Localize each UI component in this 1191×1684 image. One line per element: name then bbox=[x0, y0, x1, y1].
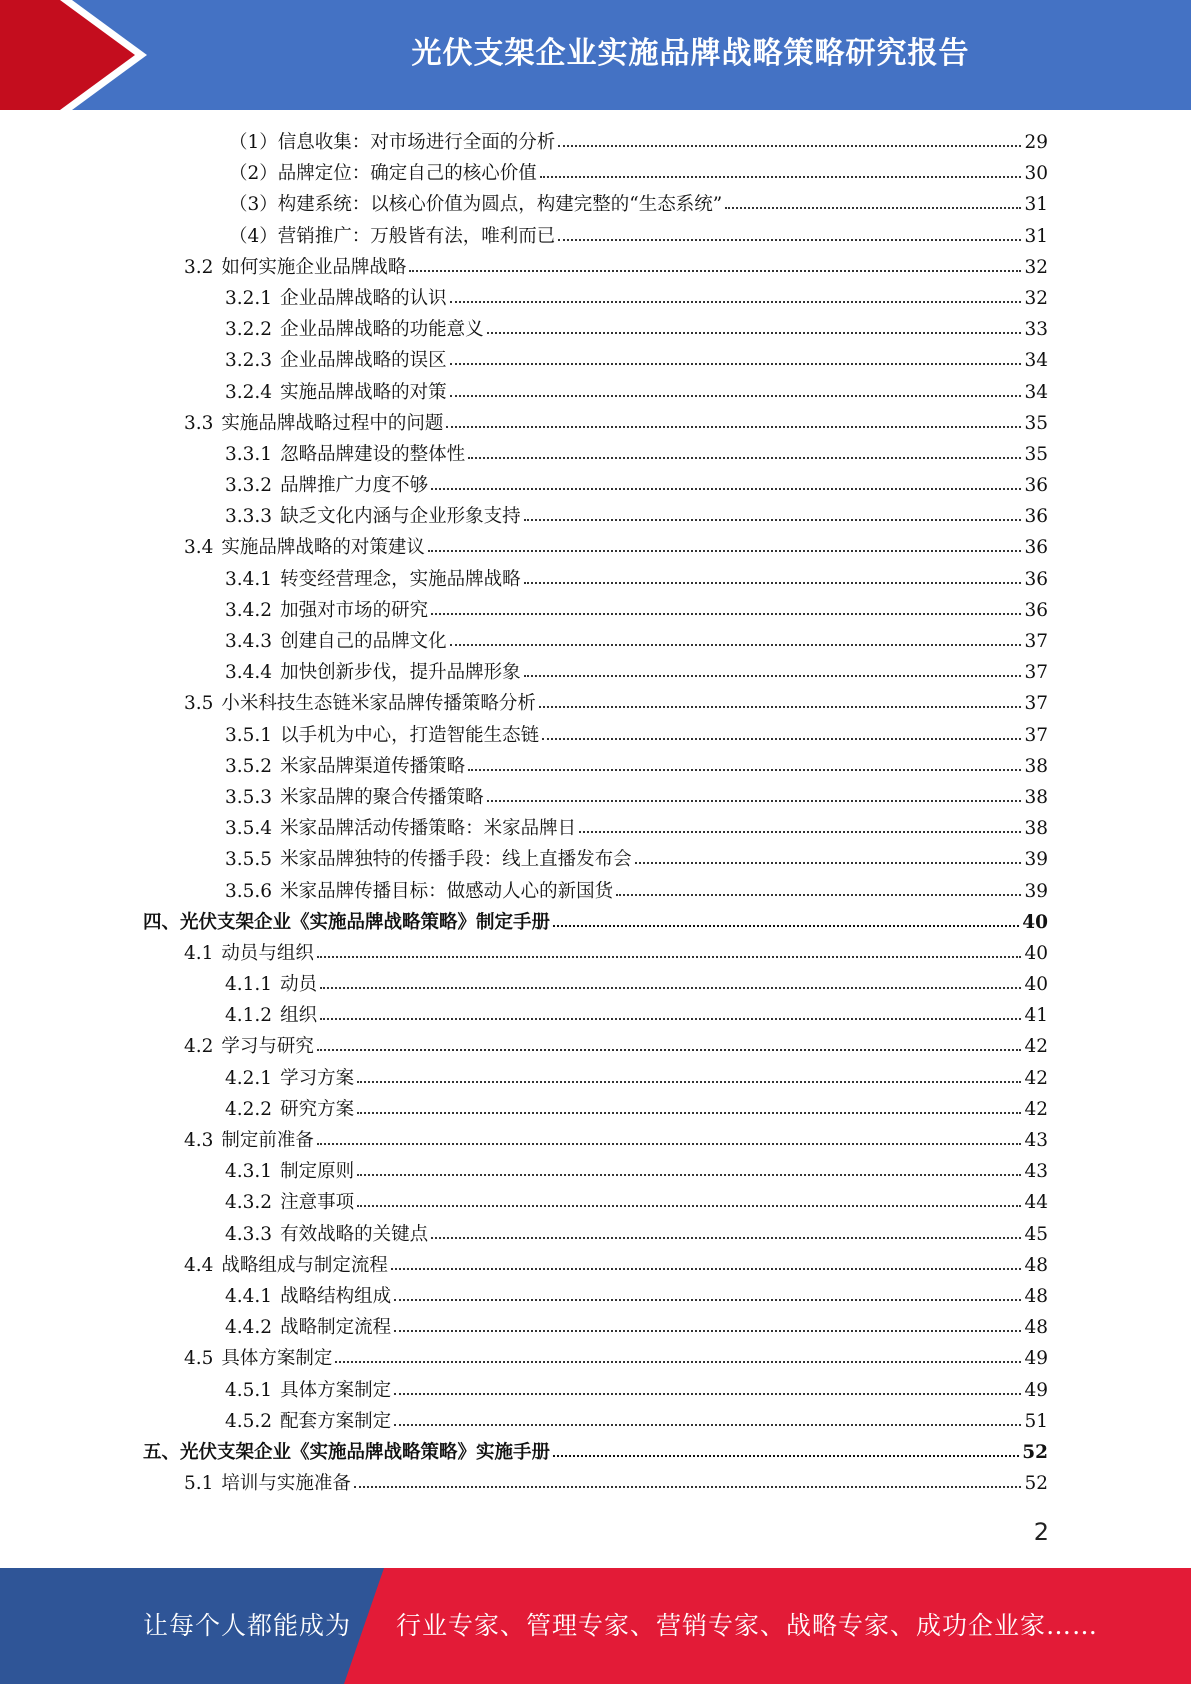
footer-slogan-right: 行业专家、管理专家、营销专家、战略专家、成功企业家…… bbox=[396, 1611, 1099, 1640]
toc-entry[interactable] bbox=[0, 1343, 1191, 1374]
toc-entry-title: （3）构建系统：以核心价值为圆点，构建完整的“生态系统” bbox=[229, 194, 723, 216]
toc-entry[interactable] bbox=[0, 345, 1191, 376]
toc-dot-leader bbox=[394, 1423, 1021, 1426]
toc-dot-leader bbox=[487, 799, 1022, 802]
toc-entry-number: 3.5.2 bbox=[225, 755, 273, 777]
toc-entry-title: （2）品牌定位：确定自己的核心价值 bbox=[229, 163, 537, 185]
toc-dot-leader bbox=[725, 206, 1021, 209]
toc-entry-page: 36 bbox=[1024, 537, 1048, 559]
toc-entry-title: 动员与组织 bbox=[221, 942, 314, 964]
toc-entry-title: 实施品牌战略的对策建议 bbox=[221, 537, 425, 559]
toc-dot-leader bbox=[394, 1329, 1021, 1332]
toc-entry-title: 组织 bbox=[280, 1005, 318, 1027]
toc-entry-number: 4.3 bbox=[184, 1130, 214, 1151]
toc-entry-title: 研究方案 bbox=[280, 1098, 355, 1120]
toc-dot-leader bbox=[391, 1267, 1022, 1270]
toc-entry-title: 企业品牌战略的功能意义 bbox=[280, 319, 484, 341]
toc-entry-title: 有效战略的关键点 bbox=[280, 1223, 429, 1245]
toc-entry-number: 4.3.1 bbox=[225, 1161, 273, 1183]
toc-entry-page: 42 bbox=[1024, 1098, 1048, 1120]
toc-entry-page: 41 bbox=[1024, 1005, 1048, 1027]
toc-dot-leader bbox=[320, 986, 1021, 989]
toc-entry[interactable] bbox=[0, 377, 1191, 408]
toc-entry-number: 3.2.4 bbox=[225, 381, 273, 403]
toc-entry[interactable] bbox=[0, 1125, 1191, 1156]
toc-entry-page: 43 bbox=[1024, 1161, 1048, 1183]
toc-dot-leader bbox=[450, 643, 1022, 646]
toc-dot-leader bbox=[540, 175, 1022, 178]
toc-entry[interactable] bbox=[0, 470, 1191, 501]
toc-entry[interactable] bbox=[0, 314, 1191, 345]
toc-entry-title: 战略结构组成 bbox=[280, 1285, 392, 1307]
toc-dot-leader bbox=[635, 861, 1022, 864]
document-title: 光伏支架企业实施品牌战略策略研究报告 bbox=[411, 36, 970, 71]
toc-entry[interactable] bbox=[0, 439, 1191, 470]
header-arrow-icon bbox=[0, 0, 160, 110]
toc-entry-number: 3.2.2 bbox=[225, 319, 273, 341]
toc-dot-leader bbox=[357, 1173, 1021, 1176]
toc-entry-number: 4.5.2 bbox=[225, 1410, 273, 1432]
toc-entry-title: 动员 bbox=[280, 974, 318, 996]
toc-entry-number: 3.2.3 bbox=[225, 350, 273, 372]
toc-entry-page: 48 bbox=[1024, 1317, 1048, 1339]
toc-entry-title: 注意事项 bbox=[280, 1192, 355, 1214]
toc-entry-page: 31 bbox=[1024, 194, 1048, 216]
toc-entry-number: 3.5.6 bbox=[225, 880, 273, 902]
toc-entry[interactable] bbox=[0, 969, 1191, 1000]
toc-entry[interactable] bbox=[0, 1219, 1191, 1250]
toc-entry-title: 四、光伏支架企业《实施品牌战略策略》制定手册 bbox=[143, 911, 551, 933]
toc-entry-title: 学习方案 bbox=[280, 1067, 355, 1089]
toc-dot-leader bbox=[357, 1111, 1021, 1114]
footer-banner bbox=[0, 1568, 1191, 1684]
toc-entry[interactable] bbox=[0, 1187, 1191, 1218]
toc-dot-leader bbox=[320, 1017, 1021, 1020]
toc-entry-title: 实施品牌战略过程中的问题 bbox=[221, 412, 444, 434]
toc-dot-leader bbox=[468, 456, 1021, 459]
toc-entry-number: 4.4 bbox=[184, 1254, 214, 1276]
toc-entry-page: 52 bbox=[1022, 1441, 1048, 1463]
toc-entry-title: 企业品牌战略的误区 bbox=[280, 350, 447, 372]
toc-entry-title: 学习与研究 bbox=[221, 1036, 314, 1058]
toc-entry-page: 42 bbox=[1024, 1036, 1048, 1058]
toc-entry-page: 36 bbox=[1024, 506, 1048, 528]
toc-entry-page: 37 bbox=[1024, 724, 1048, 746]
toc-dot-leader bbox=[317, 1142, 1022, 1145]
toc-entry-number: 4.4.2 bbox=[225, 1317, 273, 1339]
toc-entry-number: 3.4.1 bbox=[225, 568, 273, 590]
toc-entry-page: 37 bbox=[1024, 662, 1048, 684]
toc-entry-page: 40 bbox=[1022, 911, 1048, 933]
toc-entry-page: 39 bbox=[1024, 880, 1048, 902]
header-bar bbox=[0, 0, 1191, 110]
toc-entry-number: 3.5 bbox=[184, 693, 214, 715]
toc-entry-number: 3.2.1 bbox=[225, 287, 273, 309]
toc-entry-title: 品牌推广力度不够 bbox=[280, 475, 429, 497]
toc-entry-page: 29 bbox=[1024, 132, 1048, 153]
toc-entry-page: 36 bbox=[1024, 475, 1048, 497]
toc-entry-title: 如何实施企业品牌战略 bbox=[221, 256, 407, 278]
toc-entry[interactable] bbox=[0, 189, 1191, 220]
toc-entry-title: 具体方案制定 bbox=[221, 1348, 333, 1370]
toc-entry-page: 38 bbox=[1024, 755, 1048, 777]
toc-entry-number: 4.1.2 bbox=[225, 1005, 273, 1027]
toc-entry-number: 3.3.3 bbox=[225, 506, 273, 528]
toc-dot-leader bbox=[524, 674, 1022, 677]
toc-entry-title: 五、光伏支架企业《实施品牌战略策略》实施手册 bbox=[143, 1441, 551, 1463]
toc-entry-page: 45 bbox=[1024, 1223, 1048, 1245]
toc-entry-number: 3.4.3 bbox=[225, 631, 273, 652]
toc-entry-page: 42 bbox=[1024, 1067, 1048, 1089]
toc-entry[interactable] bbox=[0, 1437, 1191, 1468]
toc-entry-number: 4.1.1 bbox=[225, 974, 273, 996]
toc-entry[interactable] bbox=[0, 688, 1191, 719]
toc-dot-leader bbox=[539, 705, 1022, 708]
toc-entry-title: 缺乏文化内涵与企业形象支持 bbox=[280, 506, 521, 528]
toc-dot-leader bbox=[394, 1298, 1021, 1301]
toc-dot-leader bbox=[487, 331, 1022, 334]
toc-entry[interactable] bbox=[0, 1031, 1191, 1062]
toc-entry-number: 3.5.4 bbox=[225, 818, 273, 840]
toc-entry[interactable] bbox=[0, 1094, 1191, 1125]
toc-entry-number: 4.2.1 bbox=[225, 1067, 273, 1089]
toc-entry-page: 35 bbox=[1024, 412, 1048, 434]
toc-entry-title: 具体方案制定 bbox=[280, 1379, 392, 1401]
toc-entry[interactable] bbox=[0, 938, 1191, 969]
toc-entry[interactable] bbox=[0, 813, 1191, 844]
toc-entry-title: 米家品牌传播目标：做感动人心的新国货 bbox=[280, 880, 614, 902]
toc-entry[interactable] bbox=[0, 1156, 1191, 1187]
toc-entry[interactable] bbox=[0, 252, 1191, 283]
toc-entry-number: 3.5.3 bbox=[225, 786, 273, 808]
toc-entry[interactable] bbox=[0, 1250, 1191, 1281]
toc-dot-leader bbox=[553, 924, 1019, 927]
toc-entry[interactable] bbox=[0, 221, 1191, 252]
toc-entry[interactable] bbox=[0, 1312, 1191, 1343]
toc-entry-page: 36 bbox=[1024, 599, 1048, 621]
toc-entry-title: 战略组成与制定流程 bbox=[221, 1254, 388, 1276]
toc-entry[interactable] bbox=[0, 564, 1191, 595]
toc-entry-number: 4.5 bbox=[184, 1348, 214, 1370]
toc-dot-leader bbox=[428, 549, 1022, 552]
toc-entry-page: 32 bbox=[1024, 256, 1048, 278]
toc-dot-leader bbox=[524, 581, 1022, 584]
toc-entry-number: 3.3 bbox=[184, 412, 214, 434]
toc-dot-leader bbox=[317, 955, 1022, 958]
toc-entry-title: 培训与实施准备 bbox=[221, 1473, 351, 1495]
toc-entry-page: 33 bbox=[1024, 319, 1048, 341]
toc-entry-page: 51 bbox=[1024, 1410, 1048, 1432]
toc-dot-leader bbox=[431, 487, 1021, 490]
toc-dot-leader bbox=[616, 893, 1021, 896]
toc-entry[interactable] bbox=[0, 158, 1191, 189]
toc-entry[interactable] bbox=[0, 127, 1191, 158]
toc-entry-page: 48 bbox=[1024, 1285, 1048, 1307]
toc-entry-page: 31 bbox=[1024, 225, 1048, 247]
toc-entry-title: 米家品牌渠道传播策略 bbox=[280, 755, 466, 777]
toc-dot-leader bbox=[524, 518, 1022, 521]
toc-dot-leader bbox=[394, 1392, 1021, 1395]
toc-entry-page: 40 bbox=[1024, 942, 1048, 964]
toc-entry-number: 4.5.1 bbox=[225, 1379, 273, 1401]
toc-entry-page: 48 bbox=[1024, 1254, 1048, 1276]
toc-entry-title: （1）信息收集：对市场进行全面的分析 bbox=[229, 132, 556, 153]
toc-entry-page: 39 bbox=[1024, 849, 1048, 871]
toc-entry[interactable] bbox=[0, 1468, 1191, 1499]
toc-entry-title: 配套方案制定 bbox=[280, 1410, 392, 1432]
toc-entry-title: 小米科技生态链米家品牌传播策略分析 bbox=[221, 693, 536, 715]
toc-entry-page: 32 bbox=[1024, 287, 1048, 309]
toc-dot-leader bbox=[431, 612, 1021, 615]
toc-entry[interactable] bbox=[0, 532, 1191, 563]
toc-entry-page: 43 bbox=[1024, 1130, 1048, 1151]
toc-entry-page: 37 bbox=[1024, 631, 1048, 652]
toc-dot-leader bbox=[409, 269, 1021, 272]
toc-entry-page: 34 bbox=[1024, 381, 1048, 403]
toc-entry-number: 5.1 bbox=[184, 1473, 214, 1495]
toc-entry-number: 3.5.1 bbox=[225, 724, 273, 746]
toc-entry[interactable] bbox=[0, 1406, 1191, 1437]
toc-entry[interactable] bbox=[0, 907, 1191, 938]
toc-entry-title: 制定前准备 bbox=[221, 1130, 314, 1151]
toc-entry-number: 3.3.2 bbox=[225, 475, 273, 497]
toc-entry[interactable] bbox=[0, 595, 1191, 626]
toc-entry[interactable] bbox=[0, 751, 1191, 782]
toc-entry-number: 3.4 bbox=[184, 537, 214, 559]
toc-entry-number: 4.1 bbox=[184, 942, 214, 964]
toc-entry[interactable] bbox=[0, 1063, 1191, 1094]
toc-entry-page: 36 bbox=[1024, 568, 1048, 590]
toc-dot-leader bbox=[579, 830, 1021, 833]
toc-entry-title: （4）营销推广：万般皆有法，唯利而已 bbox=[229, 225, 556, 247]
toc-entry-title: 加强对市场的研究 bbox=[280, 599, 429, 621]
toc-entry-title: 米家品牌的聚合传播策略 bbox=[280, 786, 484, 808]
toc-entry-page: 34 bbox=[1024, 350, 1048, 372]
toc-entry-number: 4.4.1 bbox=[225, 1285, 273, 1307]
toc-entry[interactable] bbox=[0, 844, 1191, 875]
toc-entry[interactable] bbox=[0, 657, 1191, 688]
toc-entry-title: 加快创新步伐，提升品牌形象 bbox=[280, 662, 521, 684]
toc-dot-leader bbox=[335, 1360, 1021, 1363]
toc-entry[interactable] bbox=[0, 876, 1191, 907]
toc-dot-leader bbox=[357, 1204, 1021, 1207]
toc-entry-title: 战略制定流程 bbox=[280, 1317, 392, 1339]
toc-entry-title: 米家品牌活动传播策略：米家品牌日 bbox=[280, 818, 577, 840]
toc-entry-title: 创建自己的品牌文化 bbox=[280, 631, 447, 652]
toc-entry-page: 38 bbox=[1024, 786, 1048, 808]
toc-entry[interactable] bbox=[0, 1281, 1191, 1312]
page-number: 2 bbox=[1033, 1518, 1049, 1546]
toc-entry-title: 以手机为中心，打造智能生态链 bbox=[280, 724, 540, 746]
toc-entry-number: 3.3.1 bbox=[225, 443, 273, 465]
toc-entry-page: 38 bbox=[1024, 818, 1048, 840]
toc-entry[interactable] bbox=[0, 1375, 1191, 1406]
table-of-contents bbox=[0, 127, 1191, 1499]
toc-dot-leader bbox=[354, 1485, 1022, 1488]
toc-entry-page: 35 bbox=[1024, 443, 1048, 465]
toc-dot-leader bbox=[357, 1080, 1021, 1083]
toc-entry-page: 30 bbox=[1024, 163, 1048, 185]
footer-slogan-left: 让每个人都能成为 bbox=[143, 1611, 352, 1640]
toc-entry[interactable] bbox=[0, 1000, 1191, 1031]
toc-dot-leader bbox=[450, 300, 1022, 303]
toc-dot-leader bbox=[317, 1048, 1022, 1051]
toc-dot-leader bbox=[468, 768, 1021, 771]
toc-entry-page: 44 bbox=[1024, 1192, 1048, 1214]
toc-entry-number: 3.4.2 bbox=[225, 599, 273, 621]
toc-entry-page: 40 bbox=[1024, 974, 1048, 996]
toc-entry-title: 米家品牌独特的传播手段：线上直播发布会 bbox=[280, 849, 632, 871]
toc-entry[interactable] bbox=[0, 626, 1191, 657]
toc-dot-leader bbox=[446, 425, 1021, 428]
toc-entry[interactable] bbox=[0, 782, 1191, 813]
toc-dot-leader bbox=[450, 394, 1022, 397]
toc-entry-number: 4.3.2 bbox=[225, 1192, 273, 1214]
toc-dot-leader bbox=[558, 238, 1021, 241]
toc-entry-page: 37 bbox=[1024, 693, 1048, 715]
toc-dot-leader bbox=[542, 737, 1021, 740]
toc-entry-number: 4.3.3 bbox=[225, 1223, 273, 1245]
toc-entry[interactable] bbox=[0, 408, 1191, 439]
toc-entry-number: 3.4.4 bbox=[225, 662, 273, 684]
toc-entry-title: 转变经营理念，实施品牌战略 bbox=[280, 568, 521, 590]
toc-dot-leader bbox=[553, 1454, 1019, 1457]
toc-entry[interactable] bbox=[0, 720, 1191, 751]
toc-dot-leader bbox=[558, 144, 1021, 147]
toc-entry-number: 4.2.2 bbox=[225, 1098, 273, 1120]
toc-entry-title: 忽略品牌建设的整体性 bbox=[280, 443, 466, 465]
toc-entry-number: 3.5.5 bbox=[225, 849, 273, 871]
toc-entry-page: 52 bbox=[1024, 1473, 1048, 1495]
toc-entry-title: 制定原则 bbox=[280, 1161, 355, 1183]
toc-entry[interactable] bbox=[0, 283, 1191, 314]
toc-dot-leader bbox=[431, 1236, 1021, 1239]
toc-entry-page: 49 bbox=[1024, 1379, 1048, 1401]
toc-entry[interactable] bbox=[0, 501, 1191, 532]
toc-entry-number: 4.2 bbox=[184, 1036, 214, 1058]
toc-dot-leader bbox=[450, 362, 1022, 365]
toc-entry-page: 49 bbox=[1024, 1348, 1048, 1370]
toc-entry-title: 实施品牌战略的对策 bbox=[280, 381, 447, 403]
toc-entry-title: 企业品牌战略的认识 bbox=[280, 287, 447, 309]
toc-entry-number: 3.2 bbox=[184, 256, 214, 278]
